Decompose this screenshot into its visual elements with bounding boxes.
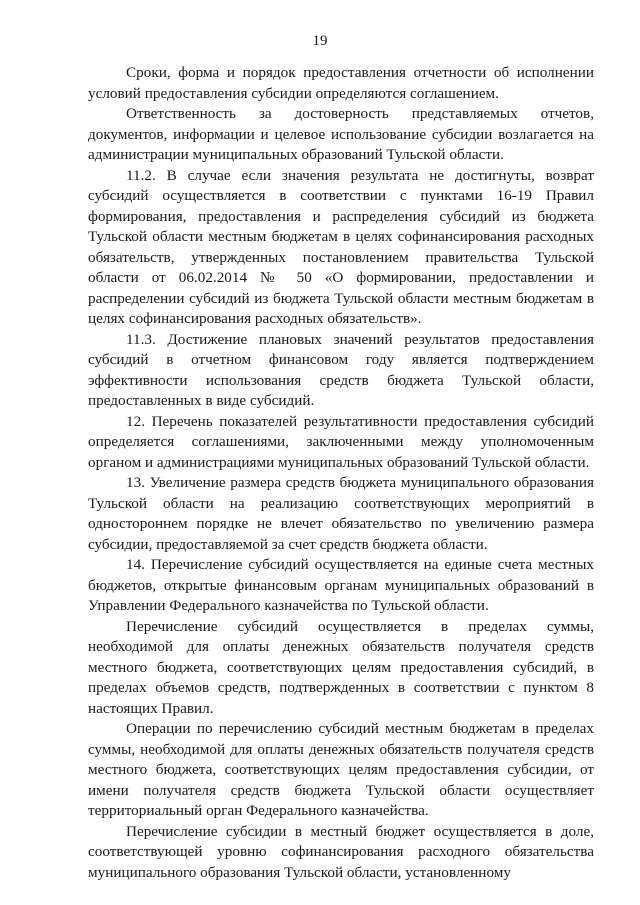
paragraph-cofinancing-share: Перечисление субсидии в местный бюджет осуществляется в доле, соответствующей уровню софинансирования расходного обязательства муниципального образования Тульской области, установленному xyxy=(88,822,594,881)
paragraph-13: 13. Увеличение размера средств бюджета муниципального образования Тульской области на реализацию соответствующих мероприятий в одностороннем порядке не влечет обязательство по увеличению размера субсидии, предоставляемой за счет средств бюджета области. xyxy=(88,474,594,553)
paragraph-reporting-terms: Сроки, форма и порядок предоставления отчетности об исполнении условий предоставления субсидии определяются соглашением. xyxy=(88,64,594,102)
paragraph-transfer-operations: Операции по перечислению субсидий местным бюджетам в пределах суммы, необходимой для оплаты денежных обязательств получателя средств местного бюджета, соответствующих целям предоставления субсидии, от имени получателя средств бюджета Тульской области осуществляет территориальный орган Федерального казначейства. xyxy=(88,720,594,819)
paragraph-11-2: 11.2. В случае если значения результата не достигнуты, возврат субсидий осуществляется в соответствии с пунктами 16-19 Правил формирования, предоставления и распределения субсидий из бюджета Тульской области местным бюджетам в целях софинансирования расходных обязательств, утвержденных постановлением правительства Тульской области от 06.02.2014 № 50 «О формировании, предоставлении и распределении субсидий из бюджета Тульской области местным бюджетам в целях софинансирования расходных обязательств». xyxy=(88,166,594,327)
paragraph-responsibility: Ответственность за достоверность представляемых отчетов, документов, информации и целевое использование субсидии возлагается на администрации муниципальных образований Тульской области. xyxy=(88,105,594,163)
paragraph-14: 14. Перечисление субсидий осуществляется на единые счета местных бюджетов, открытые финансовым органам муниципальных образований в Управлении Федерального казначейства по Тульской области. xyxy=(88,556,594,614)
paragraph-transfer-limits: Перечисление субсидий осуществляется в пределах суммы, необходимой для оплаты денежных обязательств получателя средств местного бюджета, соответствующих целям предоставления субсидий, в пределах объемов средств, подтвержденных в соответствии с пунктом 8 настоящих Правил. xyxy=(88,617,594,717)
paragraph-11-3: 11.3. Достижение плановых значений результатов предоставления субсидий в отчетном финансовом году является подтверждением эффективности использования средств бюджета Тульской области, предоставленных в виде субсидий. xyxy=(88,330,594,409)
document-body xyxy=(88,63,594,883)
page-number: 19 xyxy=(312,33,328,49)
paragraph-12: 12. Перечень показателей результативности предоставления субсидий определяется соглашениями, заключенными между уполномоченным органом и администрациями муниципальных образований Тульской области. xyxy=(88,412,594,471)
